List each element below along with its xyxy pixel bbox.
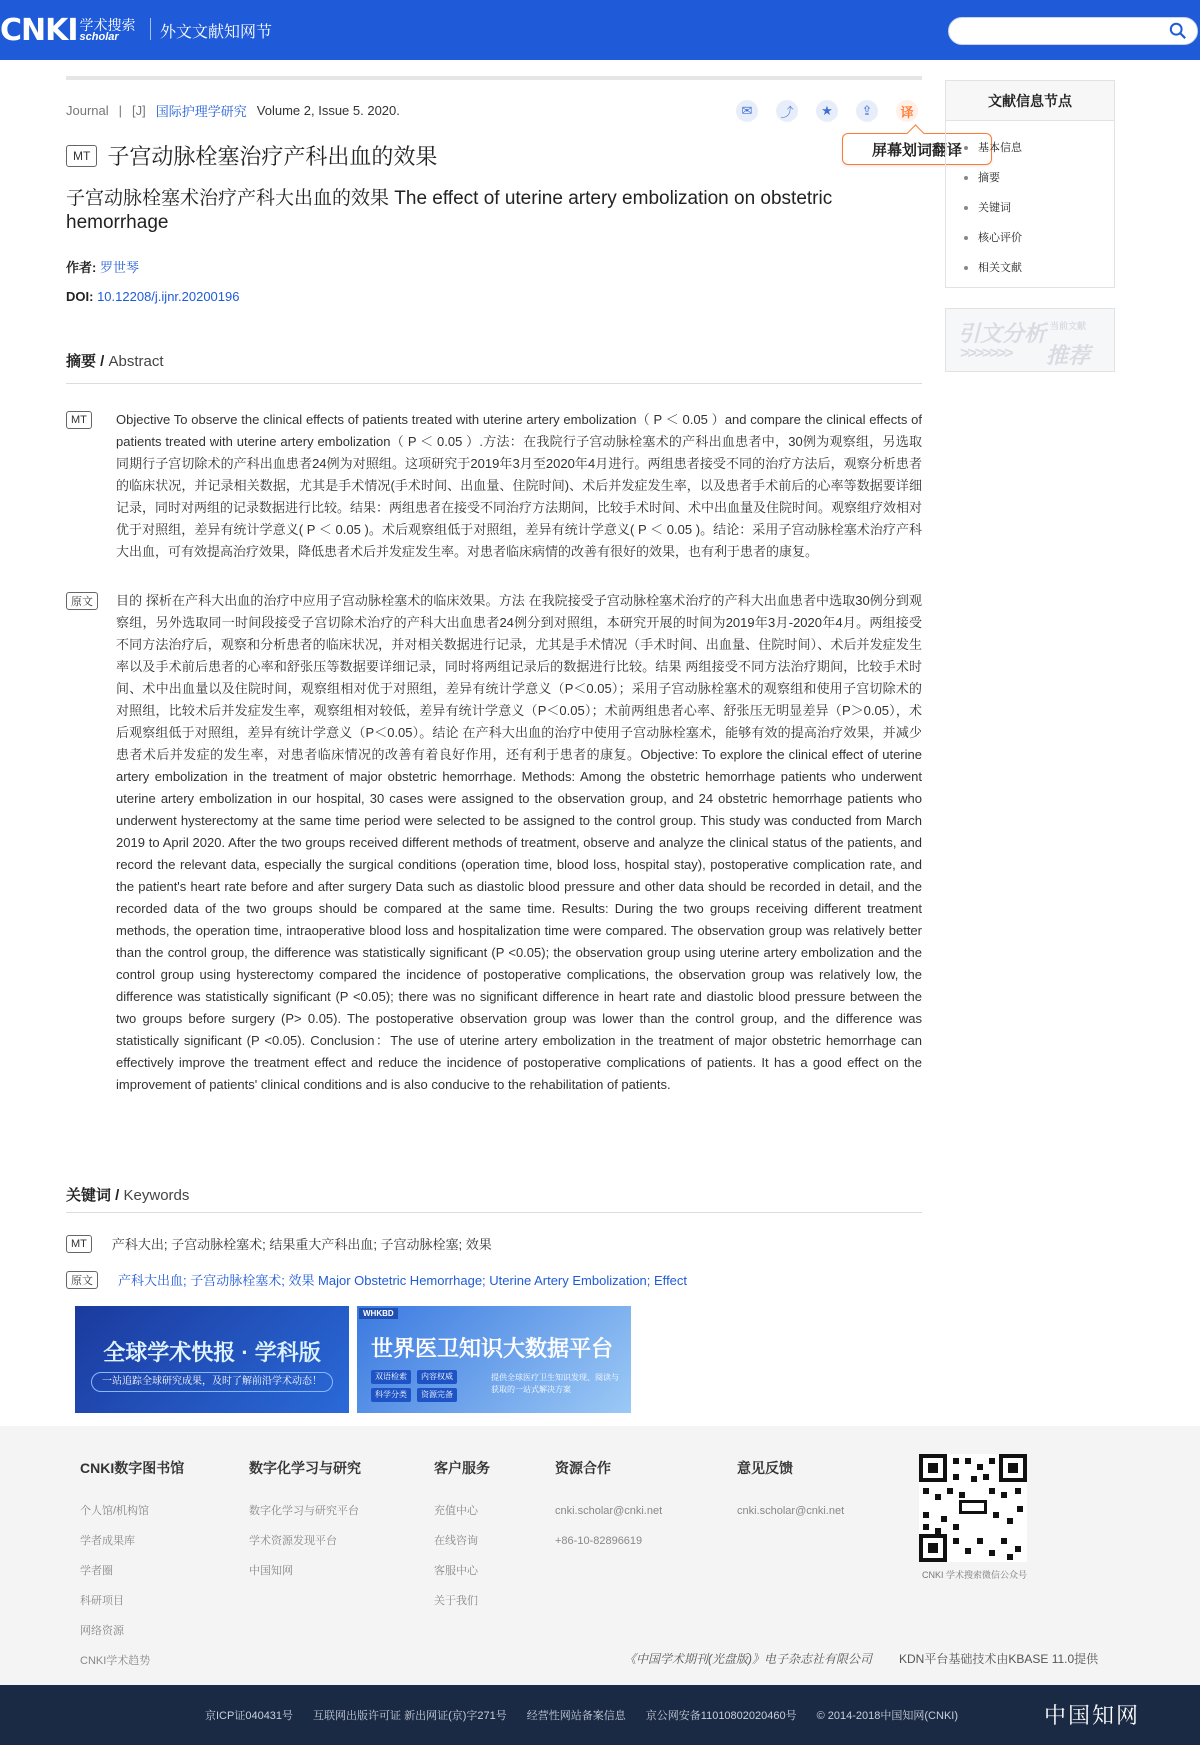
title-row: [66, 140, 437, 171]
publication-type: Journal: [66, 103, 109, 118]
publisher-credit: 《中国学术期刊(光盘版)》电子杂志社有限公司: [624, 1652, 872, 1666]
ad2-title: 世界医卫知识大数据平台: [371, 1336, 614, 1361]
footer-link[interactable]: 学者圈: [80, 1565, 113, 1577]
page-title: 子宫动脉栓塞治疗产科出血的效果: [107, 144, 438, 169]
footer-link[interactable]: CNKI学术趋势: [80, 1655, 151, 1667]
ad2-tag: 科学分类: [371, 1388, 411, 1402]
citation-analysis-banner[interactable]: [945, 308, 1115, 372]
qr-caption: CNKI 学术搜索微信公众号: [922, 1570, 1028, 1580]
keywords-original-row: [66, 1270, 687, 1289]
footer-link[interactable]: 在线咨询: [434, 1535, 478, 1547]
email-icon[interactable]: ✉: [736, 100, 758, 122]
ad2-tag: 双语检索: [371, 1370, 411, 1384]
article-meta: [66, 101, 400, 120]
doi-row: [66, 289, 239, 304]
footer-link[interactable]: 网络资源: [80, 1625, 124, 1637]
tech-credit: KDN平台基础技术由KBASE 11.0提供: [899, 1652, 1099, 1666]
abstract-heading-cn: 摘要 /: [66, 353, 109, 370]
translate-tooltip: 屏幕划词翻译: [842, 133, 992, 165]
footer-link[interactable]: 个人馆/机构馆: [80, 1505, 150, 1517]
footer-col-library: [80, 1458, 184, 1676]
share-icon[interactable]: ⤴: [776, 100, 798, 122]
abstract-original: [66, 590, 922, 1096]
abstract-divider: [66, 383, 922, 384]
top-bar: [0, 0, 1200, 60]
abstract-original-text: 目的 探析在产科大出血的治疗中应用子宫动脉栓塞术的临床效果。方法 在我院接受子宫动脉栓塞术治疗的产科大出血患者中选取30例分到观察组，另外选取同一时间段接受子宫切除术治疗的产科大出血患者24例分到对照组，本研究开展的时间为2019年3月-2020年4月。两组接受不同方法治疗后，观察和分析患者的临床状况，并对相关数据进行记录，尤其是手术情况（手术时间、出血量、住院时间）、术后并发症发生率以及手术前后患者的心率和舒张压等数据要详细记录，同时将两组记录后的数据进行比较。结果 两组接受不同方法治疗期间，比较手术时间、术中出血量以及住院时间，观察组相对优于对照组，差异有统计学意义（P＜0.05）；采用子宫动脉栓塞术的观察组和使用子宫切除术的对照组，比较术后并发症发生率，观察组相对较低，差异有统计学意义（P＜0.05）；术前两组患者心率、舒张压无明显差异（P＞0.05），术后观察组低于对照组，差异有统计学意义（P＜0.05）。结论 在产科大出血的治疗中使用子宫动脉栓塞术，能够有效的提高治疗效果，并减少患者术后并发症的发生率，对患者临床情况的改善有着良好作用，还有利于患者的康复。Objective: To explore the clinical effect of uterine artery embolization in the treatment of major obstetric hemorrhage. Methods: Among the obstetric hemorrhage patients who underwent uterine artery embolization in our hospital, 30 cases were assigned to the observation group, and 24 obstetric hemorrhage patients who underwent hysterectomy at the same time period were selected to be assigned to the control group. This study was conducted from March 2019 to April 2020. After the two groups received different methods of treatment, observe and analyze the clinical status of the patients, and record the relevant data, especially the surgical conditions (operation time, blood loss, hospital stay), postoperative complication rate, and the patient's heart rate before and after surgery Data such as diastolic blood pressure and other data should be recorded in detail, and the recorded data of the two groups should be compared at the same time. Results: During the two groups receiving different treatment methods, the operation time, intraoperative blood loss and hospitalization time were compared. The observation group was relatively better than the control group, the difference was statistically significant (P <0.05); the observation group using uterine artery embolization and the control group using hysterectomy compared the incidence of postoperative complications, the observation group was relatively low, the difference was statistically significant (P <0.05); there was no significant difference in heart rate and diastolic blood pressure between the two groups before surgery (P> 0.05). The postoperative observation group was lower than the control group, and the difference was statistically significant (P <0.05). Conclusion：The use of uterine artery embolization in the treatment of major obstetric hemorrhage can effectively improve the treatment effect and reduce the incidence of postoperative complications of patients. It has a good effect on the improvement of patients' clinical conditions and is also conducive to the rehabilitation of patients.: [116, 593, 922, 1092]
ad1-subtitle: 一站追踪全球研究成果，及时了解前沿学术动态！: [91, 1372, 333, 1392]
header-divider: [150, 18, 151, 40]
author-link[interactable]: 罗世琴: [99, 260, 139, 275]
keywords-heading: [66, 1184, 189, 1205]
footer-link[interactable]: 充值中心: [434, 1505, 478, 1517]
current-doc-text: 当前文献: [1050, 321, 1087, 331]
footer-col-title: CNKI数字图书馆: [80, 1460, 185, 1476]
cnki-brand-logo[interactable]: 中国知网: [1044, 1704, 1141, 1729]
abstract-heading-en: Abstract: [108, 353, 164, 370]
abstract-heading: [66, 350, 164, 371]
recommend-text: 推荐: [1046, 343, 1091, 368]
footer-col-title: 客户服务: [434, 1460, 490, 1476]
publishing-license-link[interactable]: 互联网出版许可证 新出网证(京)字271号: [313, 1710, 507, 1722]
ad2-tag: 资源完备: [417, 1388, 457, 1402]
copyright-links: [205, 1707, 958, 1723]
journal-name-link[interactable]: 国际护理学研究: [155, 104, 247, 119]
footer-link[interactable]: 关于我们: [434, 1595, 478, 1607]
info-node-basic[interactable]: 基本信息: [964, 133, 1114, 163]
keywords-mt-text: 产科大出; 子宫动脉栓塞术; 结果重大产科出血; 子宫动脉栓塞; 效果: [111, 1237, 492, 1252]
info-node-panel: [945, 80, 1115, 288]
footer-col-service: [434, 1458, 490, 1616]
footer-col-title: 数字化学习与研究: [249, 1460, 361, 1476]
export-icon[interactable]: ⇪: [856, 100, 878, 122]
logo-subtext: [80, 18, 136, 43]
footer-link[interactable]: cnki.scholar@cnki.net: [555, 1505, 663, 1517]
citation-analysis-text: 引文分析: [958, 321, 1047, 346]
info-node-list: [946, 121, 1114, 283]
volume-issue: Volume 2, Issue 5. 2020.: [256, 103, 400, 118]
footer: [0, 1426, 1200, 1685]
author-label: 作者:: [66, 260, 97, 275]
original-tag: 原文: [66, 592, 98, 610]
footer-col-feedback: [737, 1458, 844, 1526]
translate-button[interactable]: 译: [896, 100, 918, 122]
footer-link[interactable]: 客服中心: [434, 1565, 478, 1577]
footer-link[interactable]: 学者成果库: [80, 1535, 135, 1547]
info-node-keywords[interactable]: 关键词: [964, 193, 1114, 223]
ad2-tag: 内容权威: [417, 1370, 457, 1384]
footer-link[interactable]: cnki.scholar@cnki.net: [737, 1505, 845, 1517]
qr-code-icon: [919, 1454, 1027, 1562]
copyright-text: © 2014-2018中国知网(CNKI): [816, 1710, 958, 1722]
arrows-decoration: >>>>>>>: [960, 345, 1012, 362]
abstract-mt: [66, 409, 922, 563]
footer-link[interactable]: 中国知网: [249, 1565, 293, 1577]
ad2-badge: WHKBD: [359, 1308, 398, 1319]
logo-sub-top: 学术搜索: [79, 16, 136, 33]
footer-col-title: 资源合作: [555, 1460, 611, 1476]
keywords-heading-cn: 关键词 /: [66, 1187, 124, 1204]
footer-text: +86-10-82896619: [555, 1535, 643, 1547]
keywords-original-links[interactable]: 产科大出血; 子宫动脉栓塞术; 效果 Major Obstetric Hemorrhage; Uterine Artery Embolization; Effect: [118, 1273, 688, 1288]
article-subtitle: 子宫动脉栓塞术治疗产科大出血的效果 The effect of uterine artery embolization on obstetric hemorrhage: [66, 188, 833, 233]
ad-banner-academic-express[interactable]: [75, 1306, 349, 1413]
ad2-feature-tags: [371, 1370, 457, 1402]
copyright-bar: [0, 1685, 1200, 1745]
content-top-rule: [66, 76, 922, 80]
footer-link[interactable]: 科研项目: [80, 1595, 124, 1607]
info-node-related[interactable]: 相关文献: [964, 253, 1114, 283]
doi-link[interactable]: 10.12208/j.ijnr.20200196: [97, 289, 240, 304]
ad-banner-medical-platform[interactable]: [357, 1306, 631, 1413]
meta-separator: |: [118, 103, 123, 118]
icp-link[interactable]: 京ICP证040431号: [205, 1710, 294, 1722]
mt-tag: MT: [66, 1235, 92, 1253]
mt-tag: MT: [66, 411, 92, 429]
footer-link[interactable]: 数字化学习与研究平台: [249, 1505, 359, 1517]
footer-col-cooperation: [555, 1458, 662, 1556]
logo-sub-bottom: scholar: [79, 30, 119, 43]
star-icon[interactable]: ★: [816, 100, 838, 122]
abstract-mt-text: Objective To observe the clinical effects of patients treated with uterine artery embolization（ P ＜ 0.05 ）and compare the clinical effects of patients treated with uterine artery embolization（ P ＜ 0.05 ）.方法：在我院行子宫动脉栓塞术的产科出血患者中，30例为观察组，另选取同期行子宫切除术的产科出血患者24例为对照组。这项研究于2019年3月至2020年4月进行。两组患者接受不同的治疗方法后，观察分析患者的临床状况，并记录相关数据，尤其是手术情况(手术时间、出血量、住院时间)、术后并发症发生率，以及患者手术前后的心率等数据要详细记录，同时对两组的记录数据进行比较。结果：两组患者在接受不同治疗方法期间，比较手术时间、术中出血量及住院时间。观察组疗效相对优于对照组，差异有统计学意义( P ＜ 0.05 )。术后观察组低于对照组，差异有统计学意义( P ＜ 0.05 )。结论：采用子宫动脉栓塞术治疗产科大出血，可有效提高治疗效果，降低患者术后并发症发生率。对患者临床病情的改善有很好的效果，也有利于患者的康复。: [116, 412, 923, 559]
keywords-heading-en: Keywords: [123, 1187, 190, 1204]
footer-link[interactable]: 学术资源发现平台: [249, 1535, 337, 1547]
original-tag: 原文: [66, 1271, 98, 1289]
info-node-abstract[interactable]: 摘要: [964, 163, 1114, 193]
logo-cnki-text: CNKI: [0, 12, 78, 48]
info-node-title: 文献信息节点: [946, 81, 1114, 121]
site-title: 外文文献知网节: [160, 24, 273, 41]
info-node-core-review[interactable]: 核心评价: [964, 223, 1114, 253]
cnki-scholar-logo[interactable]: [0, 14, 136, 46]
business-record-link[interactable]: 经营性网站备案信息: [526, 1710, 626, 1722]
publication-tag: [J]: [132, 103, 146, 118]
ad2-description: 提供全球医疗卫生知识发现、阅读与获取的一站式解决方案: [491, 1373, 619, 1394]
article-toolbar: [736, 100, 918, 122]
police-record-link[interactable]: 京公网安备11010802020460号: [645, 1710, 797, 1722]
footer-col-title: 意见反馈: [737, 1460, 793, 1476]
search-input[interactable]: [948, 17, 1198, 45]
ad1-title: 全球学术快报 · 学科版: [103, 1340, 321, 1365]
doi-label: DOI:: [66, 289, 94, 304]
keywords-mt-row: [66, 1234, 492, 1253]
search-icon[interactable]: [1169, 22, 1187, 40]
author-row: [66, 257, 139, 276]
footer-col-learning: [249, 1458, 361, 1586]
mt-tag: MT: [66, 145, 97, 167]
keywords-divider: [66, 1212, 922, 1213]
